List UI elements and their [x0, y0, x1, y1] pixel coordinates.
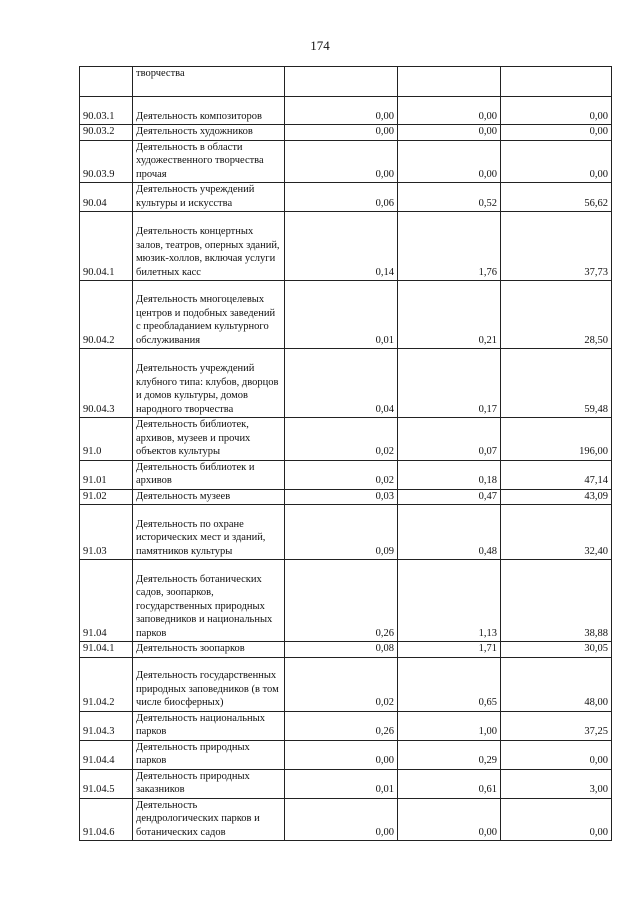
- code-cell: 90.04: [80, 183, 133, 212]
- value-cell-2: 0,52: [398, 183, 501, 212]
- value-cell-1: 0,26: [285, 560, 398, 642]
- activity-table: [79, 66, 612, 841]
- name-cell: Деятельность многоцелевых центров и подобных заведений с преобладанием культурного обслуживания: [133, 281, 285, 349]
- code-cell: 90.03.2: [80, 125, 133, 141]
- name-cell: Деятельность природных парков: [133, 740, 285, 769]
- table-row: [80, 489, 612, 505]
- value-cell-3: 0,00: [501, 798, 612, 841]
- table-row: [80, 657, 612, 711]
- value-cell-2: 0,00: [398, 125, 501, 141]
- value-cell-3: 37,73: [501, 212, 612, 281]
- value-cell-3: 3,00: [501, 769, 612, 798]
- value-cell-2: 0,48: [398, 505, 501, 560]
- table-row: [80, 281, 612, 349]
- name-cell: Деятельность библиотек и архивов: [133, 460, 285, 489]
- value-cell-3: 28,50: [501, 281, 612, 349]
- value-cell-2: 0,61: [398, 769, 501, 798]
- value-cell-2: 1,71: [398, 642, 501, 658]
- name-cell: Деятельность по охране исторических мест и зданий, памятников культуры: [133, 505, 285, 560]
- value-cell-1: 0,01: [285, 769, 398, 798]
- name-cell: Деятельность в области художественного творчества прочая: [133, 140, 285, 183]
- code-cell: 91.0: [80, 418, 133, 461]
- table-row: [80, 183, 612, 212]
- value-cell-2: 0,00: [398, 140, 501, 183]
- code-cell: 90.04.1: [80, 212, 133, 281]
- value-cell-2: 1,00: [398, 711, 501, 740]
- name-cell: Деятельность государственных природных заповедников (в том числе биосферных): [133, 657, 285, 711]
- value-cell-1: 0,01: [285, 281, 398, 349]
- code-cell: 91.01: [80, 460, 133, 489]
- value-cell-2: 0,07: [398, 418, 501, 461]
- value-cell-1: 0,00: [285, 97, 398, 125]
- code-cell: 91.04.4: [80, 740, 133, 769]
- value-cell-3: 43,09: [501, 489, 612, 505]
- value-cell-2: 0,18: [398, 460, 501, 489]
- value-cell-1: 0,00: [285, 140, 398, 183]
- table-row: [80, 140, 612, 183]
- value-cell-2: 0,00: [398, 97, 501, 125]
- value-cell-1: 0,02: [285, 657, 398, 711]
- code-cell: 91.04.5: [80, 769, 133, 798]
- value-cell-1: [285, 67, 398, 97]
- value-cell-1: 0,09: [285, 505, 398, 560]
- code-cell: 90.04.3: [80, 349, 133, 418]
- name-cell: Деятельность учреждений клубного типа: клубов, дворцов и домов культуры, домов народного творчества: [133, 349, 285, 418]
- code-cell: 91.04.1: [80, 642, 133, 658]
- value-cell-3: 48,00: [501, 657, 612, 711]
- code-cell: 91.03: [80, 505, 133, 560]
- code-cell: 91.04: [80, 560, 133, 642]
- value-cell-2: 1,13: [398, 560, 501, 642]
- value-cell-2: 0,21: [398, 281, 501, 349]
- code-cell: 91.04.2: [80, 657, 133, 711]
- value-cell-2: 0,47: [398, 489, 501, 505]
- table-row: [80, 740, 612, 769]
- table-row: [80, 642, 612, 658]
- name-cell: Деятельность композиторов: [133, 97, 285, 125]
- code-cell: [80, 67, 133, 97]
- value-cell-1: 0,03: [285, 489, 398, 505]
- value-cell-3: 32,40: [501, 505, 612, 560]
- value-cell-3: 0,00: [501, 140, 612, 183]
- table-row: [80, 769, 612, 798]
- name-cell: Деятельность учреждений культуры и искусства: [133, 183, 285, 212]
- value-cell-1: 0,02: [285, 460, 398, 489]
- value-cell-3: 38,88: [501, 560, 612, 642]
- code-cell: 91.04.6: [80, 798, 133, 841]
- page-number: 174: [310, 38, 330, 53]
- code-cell: 90.04.2: [80, 281, 133, 349]
- value-cell-3: 196,00: [501, 418, 612, 461]
- code-cell: 90.03.9: [80, 140, 133, 183]
- name-cell: Деятельность концертных залов, театров, оперных зданий, мюзик-холлов, включая услуги билетных касс: [133, 212, 285, 281]
- table-row: [80, 505, 612, 560]
- table-row: [80, 711, 612, 740]
- table-body: [80, 67, 612, 841]
- value-cell-1: 0,06: [285, 183, 398, 212]
- value-cell-1: 0,00: [285, 798, 398, 841]
- name-cell: Деятельность музеев: [133, 489, 285, 505]
- value-cell-1: 0,00: [285, 125, 398, 141]
- value-cell-3: 0,00: [501, 125, 612, 141]
- value-cell-2: 0,29: [398, 740, 501, 769]
- table-row: [80, 349, 612, 418]
- value-cell-1: 0,14: [285, 212, 398, 281]
- value-cell-3: 0,00: [501, 97, 612, 125]
- value-cell-2: 1,76: [398, 212, 501, 281]
- table-row: [80, 560, 612, 642]
- code-cell: 90.03.1: [80, 97, 133, 125]
- value-cell-3: [501, 67, 612, 97]
- value-cell-2: 0,65: [398, 657, 501, 711]
- name-cell: Деятельность зоопарков: [133, 642, 285, 658]
- value-cell-3: 30,05: [501, 642, 612, 658]
- value-cell-1: 0,00: [285, 740, 398, 769]
- value-cell-3: 47,14: [501, 460, 612, 489]
- table-row: [80, 798, 612, 841]
- value-cell-3: 56,62: [501, 183, 612, 212]
- table-row: [80, 125, 612, 141]
- code-cell: 91.02: [80, 489, 133, 505]
- name-cell: Деятельность ботанических садов, зоопарков, государственных природных заповедников и национальных парков: [133, 560, 285, 642]
- name-cell: Деятельность художников: [133, 125, 285, 141]
- table-row: [80, 460, 612, 489]
- code-cell: 91.04.3: [80, 711, 133, 740]
- table-row: [80, 97, 612, 125]
- value-cell-1: 0,08: [285, 642, 398, 658]
- name-cell: Деятельность национальных парков: [133, 711, 285, 740]
- value-cell-1: 0,26: [285, 711, 398, 740]
- table-row: [80, 212, 612, 281]
- value-cell-2: [398, 67, 501, 97]
- name-cell: творчества: [133, 67, 285, 97]
- name-cell: Деятельность библиотек, архивов, музеев и прочих объектов культуры: [133, 418, 285, 461]
- name-cell: Деятельность дендрологических парков и ботанических садов: [133, 798, 285, 841]
- value-cell-2: 0,00: [398, 798, 501, 841]
- value-cell-3: 37,25: [501, 711, 612, 740]
- name-cell: Деятельность природных заказников: [133, 769, 285, 798]
- value-cell-1: 0,04: [285, 349, 398, 418]
- value-cell-3: 0,00: [501, 740, 612, 769]
- table-row: [80, 67, 612, 97]
- value-cell-1: 0,02: [285, 418, 398, 461]
- table-row: [80, 418, 612, 461]
- value-cell-2: 0,17: [398, 349, 501, 418]
- value-cell-3: 59,48: [501, 349, 612, 418]
